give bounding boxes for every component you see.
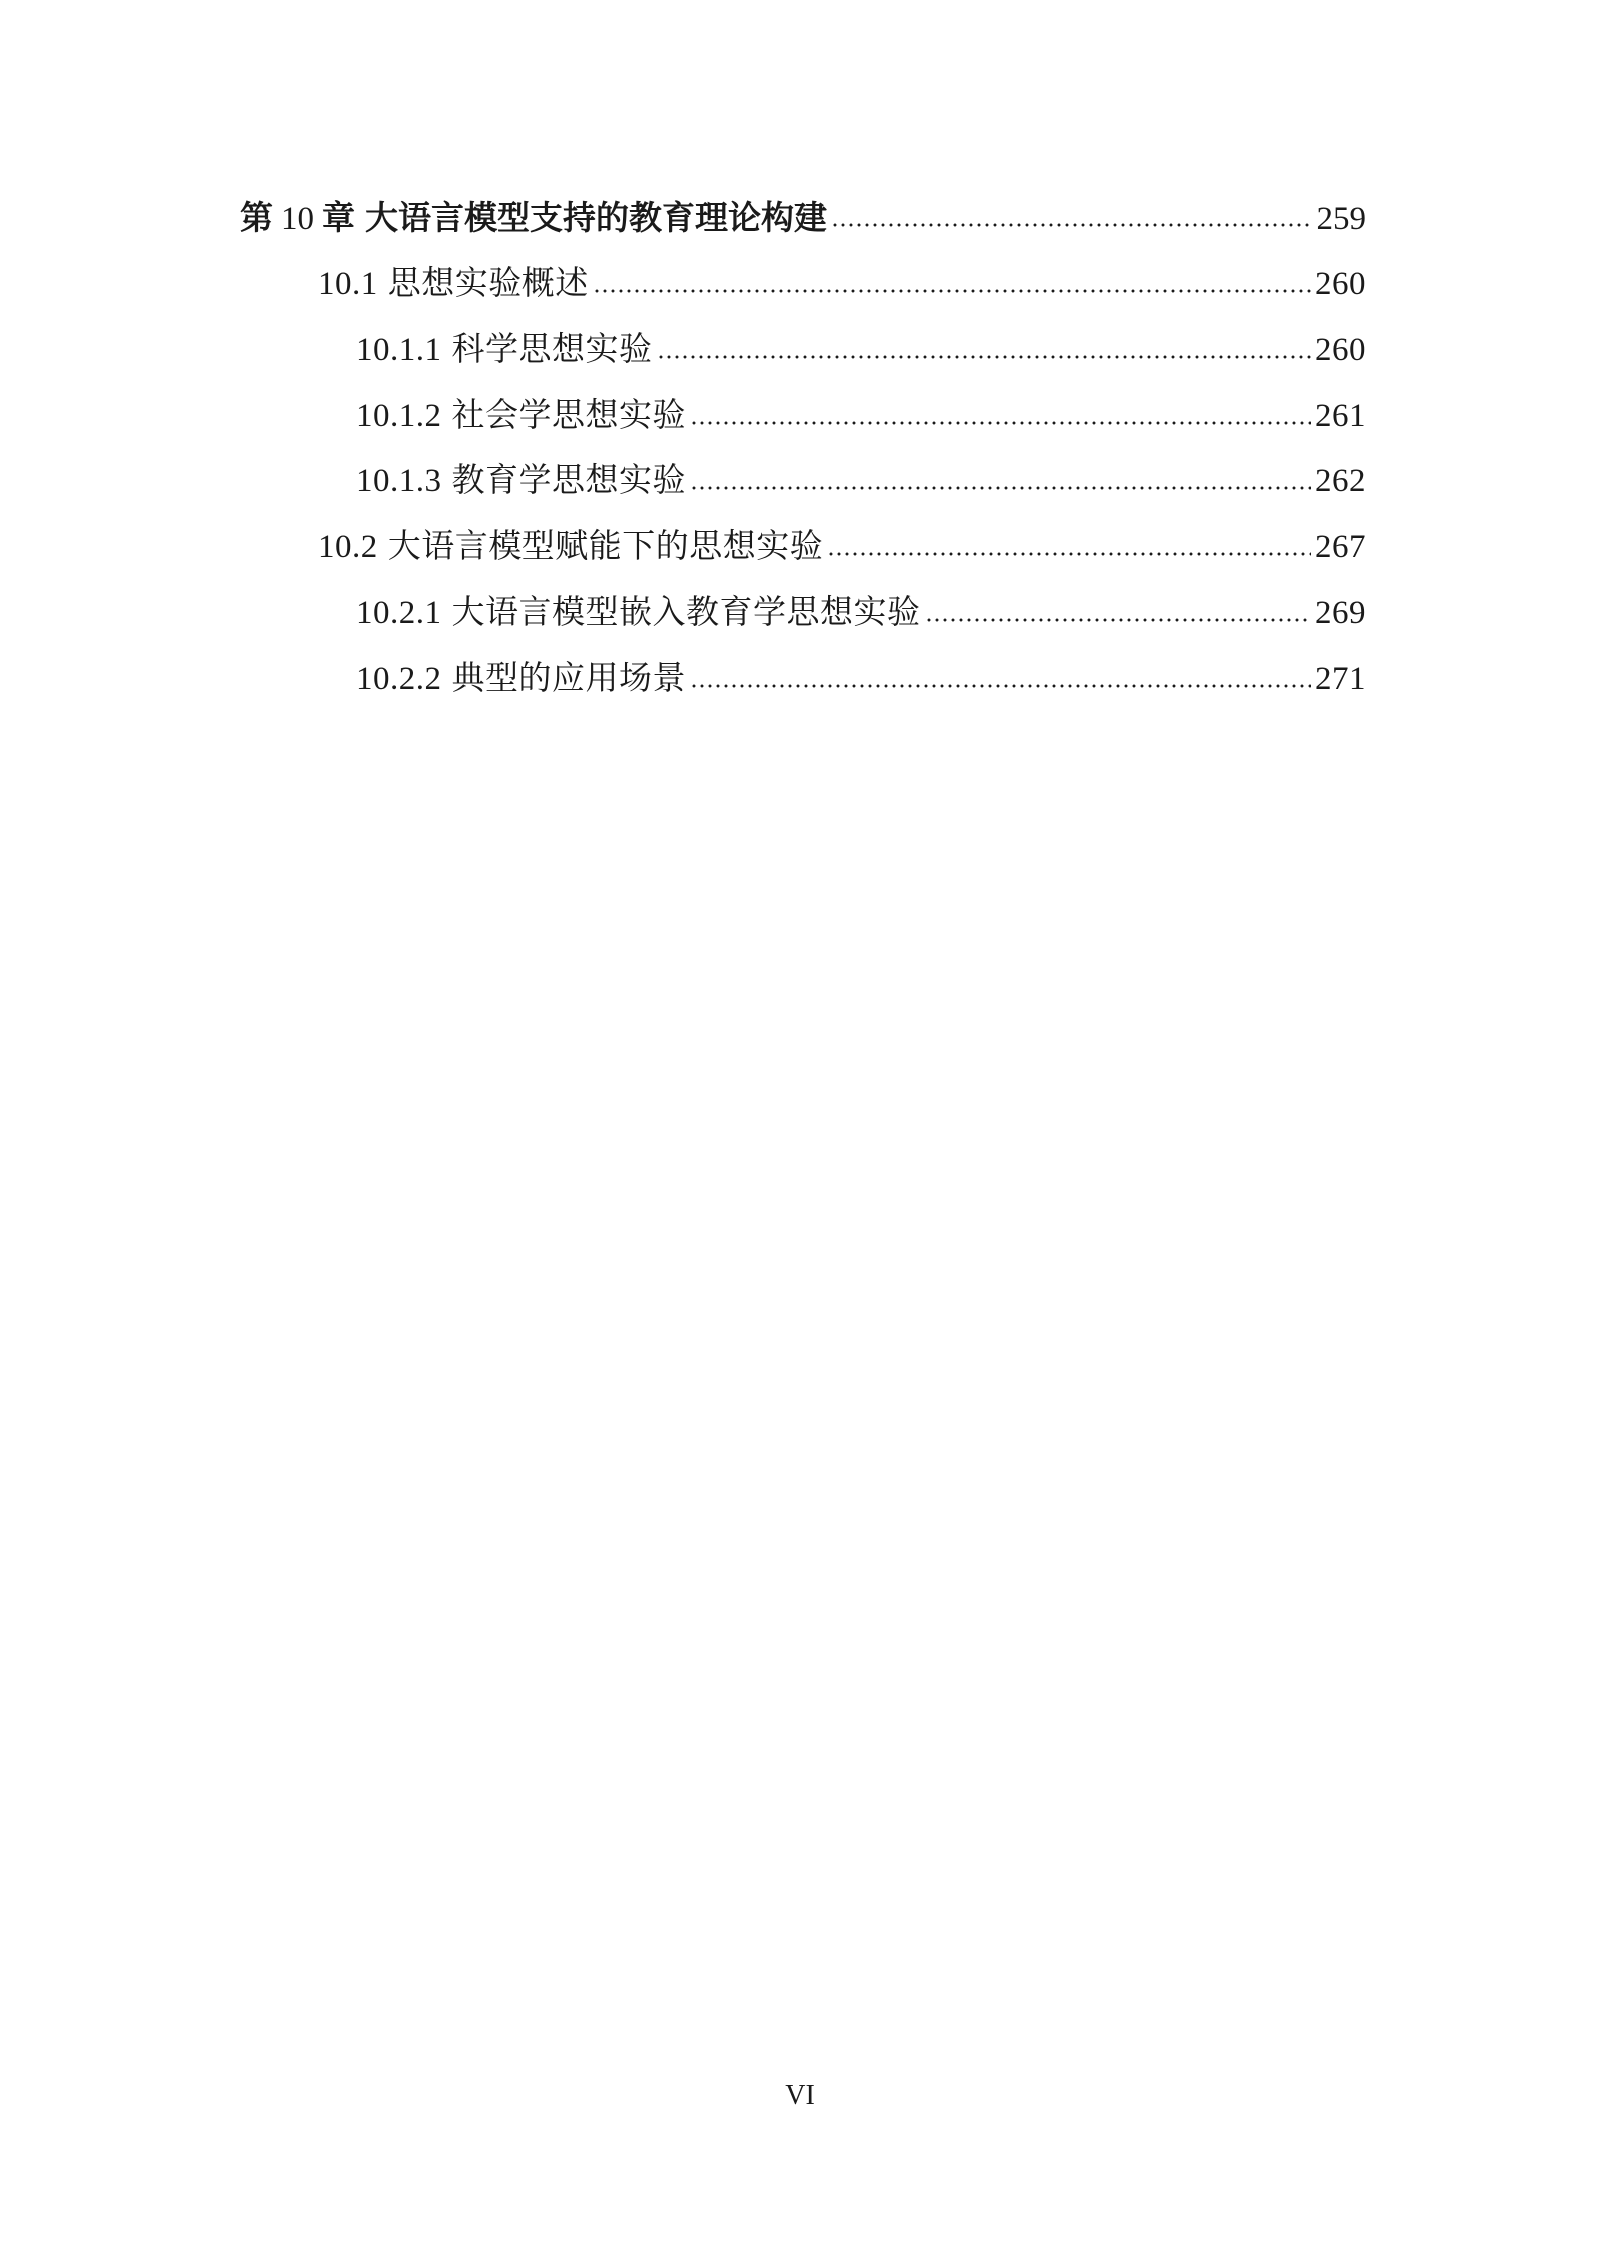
page-number: 261 bbox=[1315, 398, 1366, 434]
section-number: 10.2 bbox=[318, 529, 378, 565]
dot-leader bbox=[593, 289, 1311, 293]
footer-page-number: VI bbox=[785, 2080, 815, 2111]
chapter-suffix: 章 bbox=[322, 198, 355, 237]
page-number: 260 bbox=[1315, 332, 1366, 368]
dot-leader bbox=[690, 421, 1311, 425]
chapter-number: 10 bbox=[281, 201, 314, 237]
section-number: 10.2.1 bbox=[356, 595, 442, 631]
toc-entry-10-1[interactable] bbox=[318, 262, 1366, 306]
dot-leader bbox=[657, 355, 1312, 359]
section-number: 10.2.2 bbox=[356, 661, 442, 697]
dot-leader bbox=[690, 486, 1311, 490]
toc-entry-10-1-3[interactable] bbox=[356, 459, 1366, 503]
page-number: 269 bbox=[1315, 595, 1366, 631]
section-title: 思想实验概述 bbox=[387, 266, 589, 302]
dot-leader bbox=[925, 618, 1312, 622]
toc-entry-10-2-2[interactable] bbox=[356, 657, 1366, 701]
toc-entry-10-2-1[interactable] bbox=[356, 591, 1366, 635]
section-title: 社会学思想实验 bbox=[451, 398, 686, 434]
chapter-prefix: 第 bbox=[240, 198, 273, 237]
page-number: 262 bbox=[1315, 463, 1366, 499]
page-number: 260 bbox=[1315, 266, 1366, 302]
dot-leader bbox=[827, 552, 1311, 556]
section-title: 科学思想实验 bbox=[451, 332, 653, 368]
toc-entry-chapter-10[interactable] bbox=[240, 196, 1366, 240]
section-title: 大语言模型赋能下的思想实验 bbox=[387, 529, 824, 565]
chapter-title: 大语言模型支持的教育理论构建 bbox=[365, 198, 827, 237]
section-number: 10.1.2 bbox=[356, 398, 442, 434]
section-number: 10.1 bbox=[318, 266, 378, 302]
toc-entry-10-2[interactable] bbox=[318, 525, 1366, 569]
dot-leader bbox=[831, 223, 1313, 227]
page-number: 259 bbox=[1316, 201, 1366, 237]
toc-entry-10-1-2[interactable] bbox=[356, 394, 1366, 438]
page-number: 271 bbox=[1315, 661, 1366, 697]
section-title: 大语言模型嵌入教育学思想实验 bbox=[451, 595, 921, 631]
dot-leader bbox=[690, 684, 1311, 688]
section-title: 典型的应用场景 bbox=[451, 661, 686, 697]
toc-entry-10-1-1[interactable] bbox=[356, 328, 1366, 372]
section-number: 10.1.3 bbox=[356, 463, 442, 499]
section-number: 10.1.1 bbox=[356, 332, 442, 368]
section-title: 教育学思想实验 bbox=[451, 463, 686, 499]
page-number: 267 bbox=[1315, 529, 1366, 565]
